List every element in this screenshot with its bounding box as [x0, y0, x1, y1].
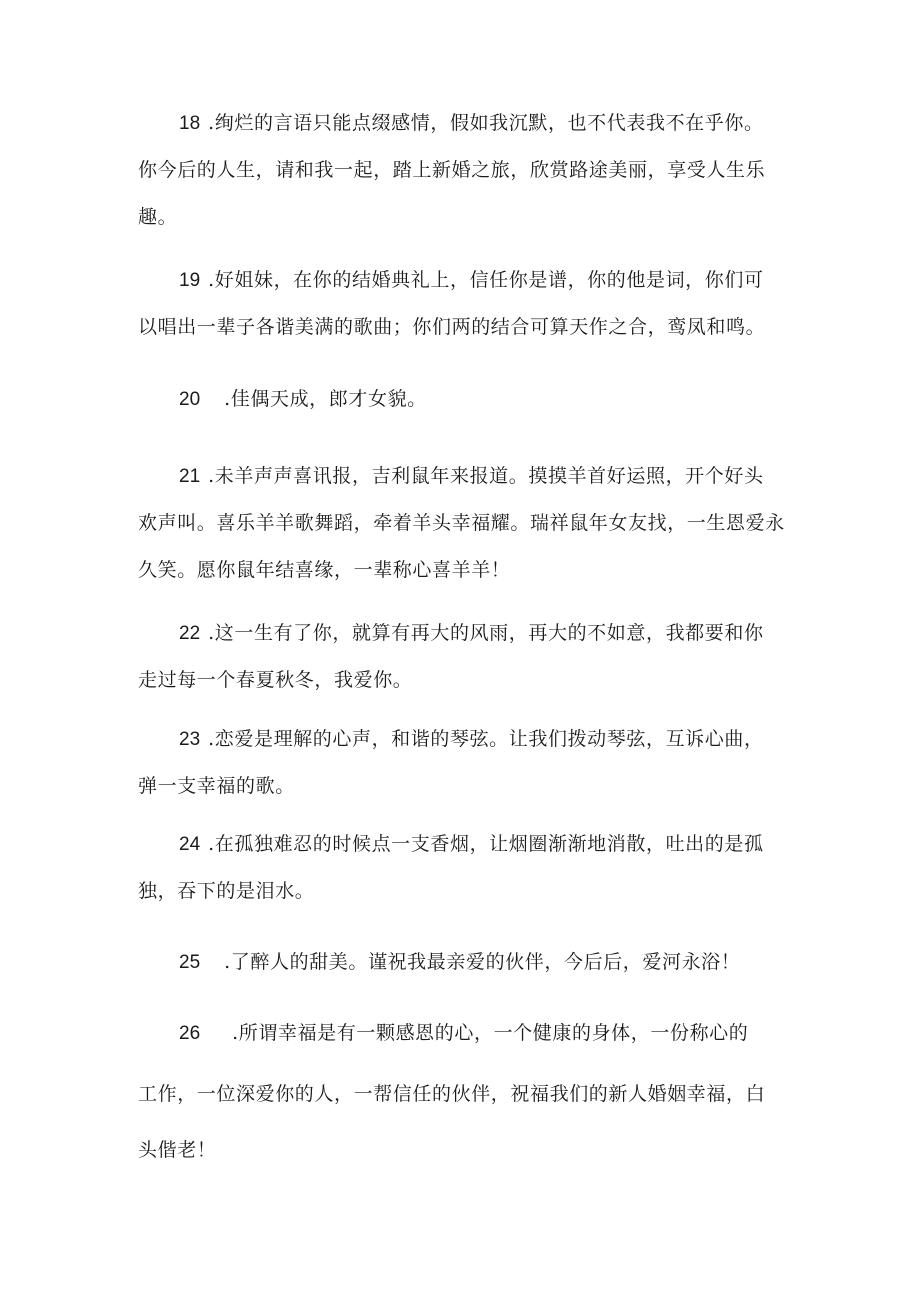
item-21-line-2: 欢声叫。喜乐羊羊歌舞蹈，牵着羊头幸福耀。瑞祥鼠年女友找，一生恩爱永: [138, 512, 785, 534]
list-item-23: [138, 716, 788, 810]
list-item-22: [138, 610, 788, 704]
item-text: .好姐妹，在你的结婚典礼上，信任你是谱，你的他是词，你们可: [208, 269, 764, 291]
item-20-line-1: [138, 376, 788, 423]
item-25-line-1: [138, 939, 788, 986]
item-text: .这一生有了你，就算有再大的风雨，再大的不如意，我都要和你: [208, 622, 764, 644]
item-number: 24: [179, 834, 201, 855]
item-number: 26: [179, 1023, 201, 1044]
item-text: .绚烂的言语只能点缀感情，假如我沉默，也不代表我不在乎你。: [208, 112, 764, 134]
list-item-19: [138, 257, 788, 351]
item-text: .未羊声声喜讯报，吉利鼠年来报道。摸摸羊首好运照，开个好头: [208, 465, 764, 487]
list-item-25: [138, 939, 788, 986]
item-19-line-1: [138, 257, 788, 304]
item-18-line-1: [138, 100, 788, 147]
item-number: 20: [179, 389, 201, 410]
item-text: .了醉人的甜美。谨祝我最亲爱的伙伴，今后后，爱河永浴！: [224, 951, 741, 973]
item-22-line-1: [138, 610, 788, 657]
item-21-line-3: 久笑。愿你鼠年结喜缘，一辈称心喜羊羊！: [138, 559, 511, 581]
item-26-line-2: 工作，一位深爱你的人，一帮信任的伙伴，祝福我们的新人婚姻幸福，白: [138, 1083, 766, 1105]
list-item-24: [138, 821, 788, 915]
item-text: .所谓幸福是有一颗感恩的心，一个健康的身体，一份称心的: [232, 1022, 749, 1044]
list-item-26: [138, 1010, 788, 1178]
item-number: 25: [179, 952, 201, 973]
item-text: .佳偶天成，郎才女貌。: [224, 388, 427, 410]
item-number: 23: [179, 729, 201, 750]
item-text: .恋爱是理解的心声，和谐的琴弦。让我们拨动琴弦，互诉心曲，: [208, 728, 764, 750]
item-number: 21: [179, 466, 201, 487]
item-24-line-1: [138, 821, 788, 868]
item-21-line-1: [138, 453, 788, 500]
item-26-line-1: [138, 1010, 788, 1066]
item-26-line-3: 头偕老！: [138, 1139, 217, 1161]
item-number: 22: [179, 623, 201, 644]
list-item-18: [138, 100, 788, 241]
item-23-line-1: [138, 716, 788, 763]
item-number: 18: [179, 113, 201, 134]
item-23-line-2: 弹一支幸福的歌。: [138, 775, 295, 797]
item-text: .在孤独难忍的时候点一支香烟，让烟圈渐渐地消散，吐出的是孤: [208, 833, 764, 855]
item-18-line-2: 你今后的人生，请和我一起，踏上新婚之旅，欣赏路途美丽，享受人生乐: [138, 159, 766, 181]
list-item-20: [138, 376, 788, 423]
item-18-line-3: 趣。: [138, 206, 178, 228]
item-19-line-2: 以唱出一辈子各谐美满的歌曲；你们两的结合可算天作之合，鸾凤和鸣。: [138, 316, 766, 338]
item-number: 19: [179, 270, 201, 291]
item-24-line-2: 独，吞下的是泪水。: [138, 880, 315, 902]
item-22-line-2: 走过每一个春夏秋冬，我爱你。: [138, 669, 413, 691]
list-item-21: [138, 453, 788, 594]
